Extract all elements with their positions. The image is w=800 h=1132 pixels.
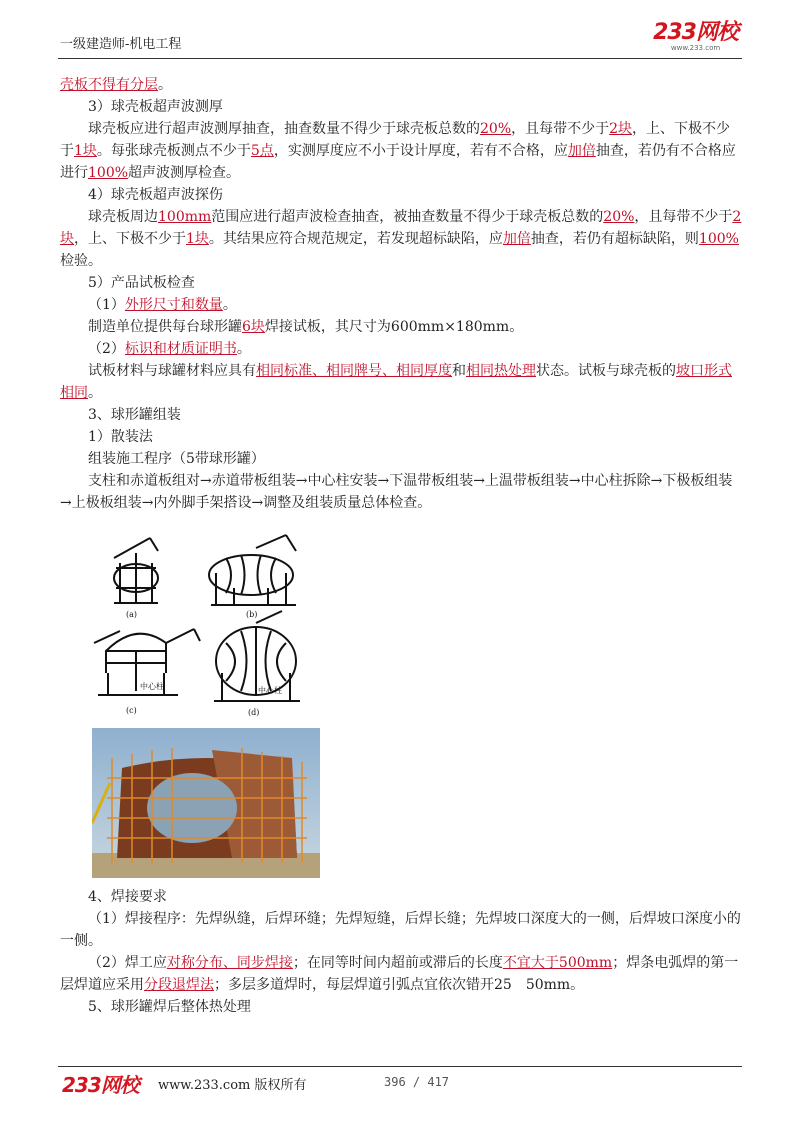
text: 。 <box>158 77 172 93</box>
highlight: 100% <box>698 231 739 247</box>
text: ，上、下极不少于 <box>60 121 731 159</box>
highlight: 标识和材质证明书 <box>124 341 237 357</box>
text: ；焊条电弧焊的第一层焊道应采用 <box>60 955 739 993</box>
highlight: 不宜大于500mm <box>502 955 613 971</box>
header-title: 一级建造师-机电工程 <box>60 37 182 52</box>
text: 制造单位提供每台球形罐 <box>88 319 242 335</box>
text: 。 <box>88 385 102 401</box>
section-heading: 3、球形罐组装 <box>88 407 181 423</box>
paragraph <box>60 316 742 338</box>
fig-label-c: (c) <box>126 706 137 715</box>
text: 试板材料与球罐材料应具有 <box>88 363 256 379</box>
fig-label-d: (d) <box>248 708 260 717</box>
highlight: 20% <box>480 121 512 137</box>
text: （1） <box>88 297 125 313</box>
text: ，实测厚度应不小于设计厚度，若有不合格，应 <box>273 143 568 159</box>
highlight: 2块 <box>60 209 742 247</box>
text: 和 <box>452 363 466 379</box>
text: 。 <box>236 341 251 357</box>
header-divider <box>58 58 742 59</box>
text: 抽查，若仍有不合格应进行 <box>60 143 736 181</box>
diagram-a <box>114 538 158 603</box>
text: 球壳板周边 <box>88 209 158 225</box>
footer-copyright: www.233.com 版权所有 <box>158 1078 307 1093</box>
text: ，上、下极不少于 <box>74 231 186 247</box>
highlight: 2块 <box>609 121 633 137</box>
brand-logo <box>653 22 738 52</box>
subheading: 1）散装法 <box>88 429 153 445</box>
document-body <box>60 74 742 514</box>
list-item <box>60 338 742 360</box>
section-heading: 4）球壳板超声波探伤 <box>88 187 223 203</box>
highlight: 加倍 <box>567 143 596 159</box>
paragraph: 支柱和赤道板组对→赤道带板组装→中心柱安装→下温带板组装→上温带板组装→中心柱拆除→下极板组装→上极板组装→内外脚手架搭设→调整及组装质量总体检查。 <box>60 473 733 511</box>
text: （2） <box>88 341 125 357</box>
text: 超声波测厚检查。 <box>128 165 241 181</box>
center-column-label-d: 中心柱 <box>258 686 282 695</box>
document-body-continued <box>60 886 742 1018</box>
diagram-b <box>209 535 296 605</box>
subheading: 组装施工程序（5带球形罐） <box>88 451 265 467</box>
diagram-d <box>214 611 300 701</box>
section-heading: 5、球形罐焊后整体热处理 <box>88 999 251 1015</box>
construction-photo <box>92 728 320 878</box>
text: 检验。 <box>60 253 102 269</box>
paragraph <box>60 118 742 184</box>
fig-label-b: (b) <box>246 610 258 619</box>
center-column-label-c: 中心柱 <box>140 682 164 691</box>
highlight: 相同标准、相同牌号、相同厚度 <box>256 363 452 379</box>
section-heading: 4、焊接要求 <box>88 889 167 905</box>
footer-logo: 233网校 <box>62 1073 139 1097</box>
fig-label-a: (a) <box>126 610 138 619</box>
text: ，且每带不少于 <box>511 121 610 137</box>
highlight: 100mm <box>158 209 212 225</box>
page-number: 396 / 417 <box>384 1075 450 1089</box>
text: ；在同等时间内超前或滞后的长度 <box>292 955 503 971</box>
text: 状态。试板与球壳板的 <box>536 363 676 379</box>
logo-text: 233网校 <box>653 20 738 45</box>
section-heading: 5）产品试板检查 <box>88 275 195 291</box>
text: 球壳板应进行超声波测厚抽查，抽查数量不得少于球壳板总数的 <box>88 121 480 137</box>
logo-url: www.233.com <box>670 44 721 52</box>
highlight: 5点 <box>250 143 274 159</box>
highlight: 分段退焊法 <box>144 977 214 993</box>
section-heading: 3）球壳板超声波测厚 <box>88 99 223 115</box>
text: 范围应进行超声波检查抽查，被抽查数量不得少于球壳板总数的 <box>211 209 604 225</box>
text: 。每张球壳板测点不少于 <box>96 143 251 159</box>
paragraph <box>60 360 742 404</box>
highlight: 坡口形式相同 <box>60 363 732 401</box>
highlight: 对称分布、同步焊接 <box>166 955 293 971</box>
assembly-diagram <box>86 533 316 720</box>
list-item <box>60 294 742 316</box>
highlight: 外形尺寸和数量 <box>124 297 223 313</box>
paragraph <box>60 206 742 272</box>
text: （2）焊工应 <box>88 955 167 971</box>
text: 。 <box>222 297 237 313</box>
text: 。其结果应符合规范规定，若发现超标缺陷，应 <box>208 231 503 247</box>
highlight: 相同热处理 <box>466 363 536 379</box>
highlight: 6块 <box>242 319 265 335</box>
highlight: 20% <box>603 209 635 225</box>
page-header <box>58 22 742 58</box>
highlight: 100% <box>88 165 129 181</box>
paragraph <box>60 74 742 96</box>
text: ，且每带不少于 <box>634 209 733 225</box>
highlight: 加倍 <box>502 231 531 247</box>
footer-divider <box>58 1066 742 1067</box>
highlight: 1块 <box>186 231 209 247</box>
text: ；多层多道焊时，每层焊道引弧点宜依次错开25 50mm。 <box>214 977 585 993</box>
paragraph: （1）焊接程序：先焊纵缝，后焊环缝；先焊短缝，后焊长缝；先焊坡口深度大的一侧，后焊坡口深度小的一侧。 <box>60 911 741 949</box>
highlight: 1块 <box>74 143 97 159</box>
text: 焊接试板，其尺寸为600mm×180mm。 <box>264 319 524 335</box>
paragraph <box>60 952 742 996</box>
text: 抽查，若仍有超标缺陷，则 <box>530 231 699 247</box>
highlight: 壳板不得有分层 <box>60 77 158 93</box>
